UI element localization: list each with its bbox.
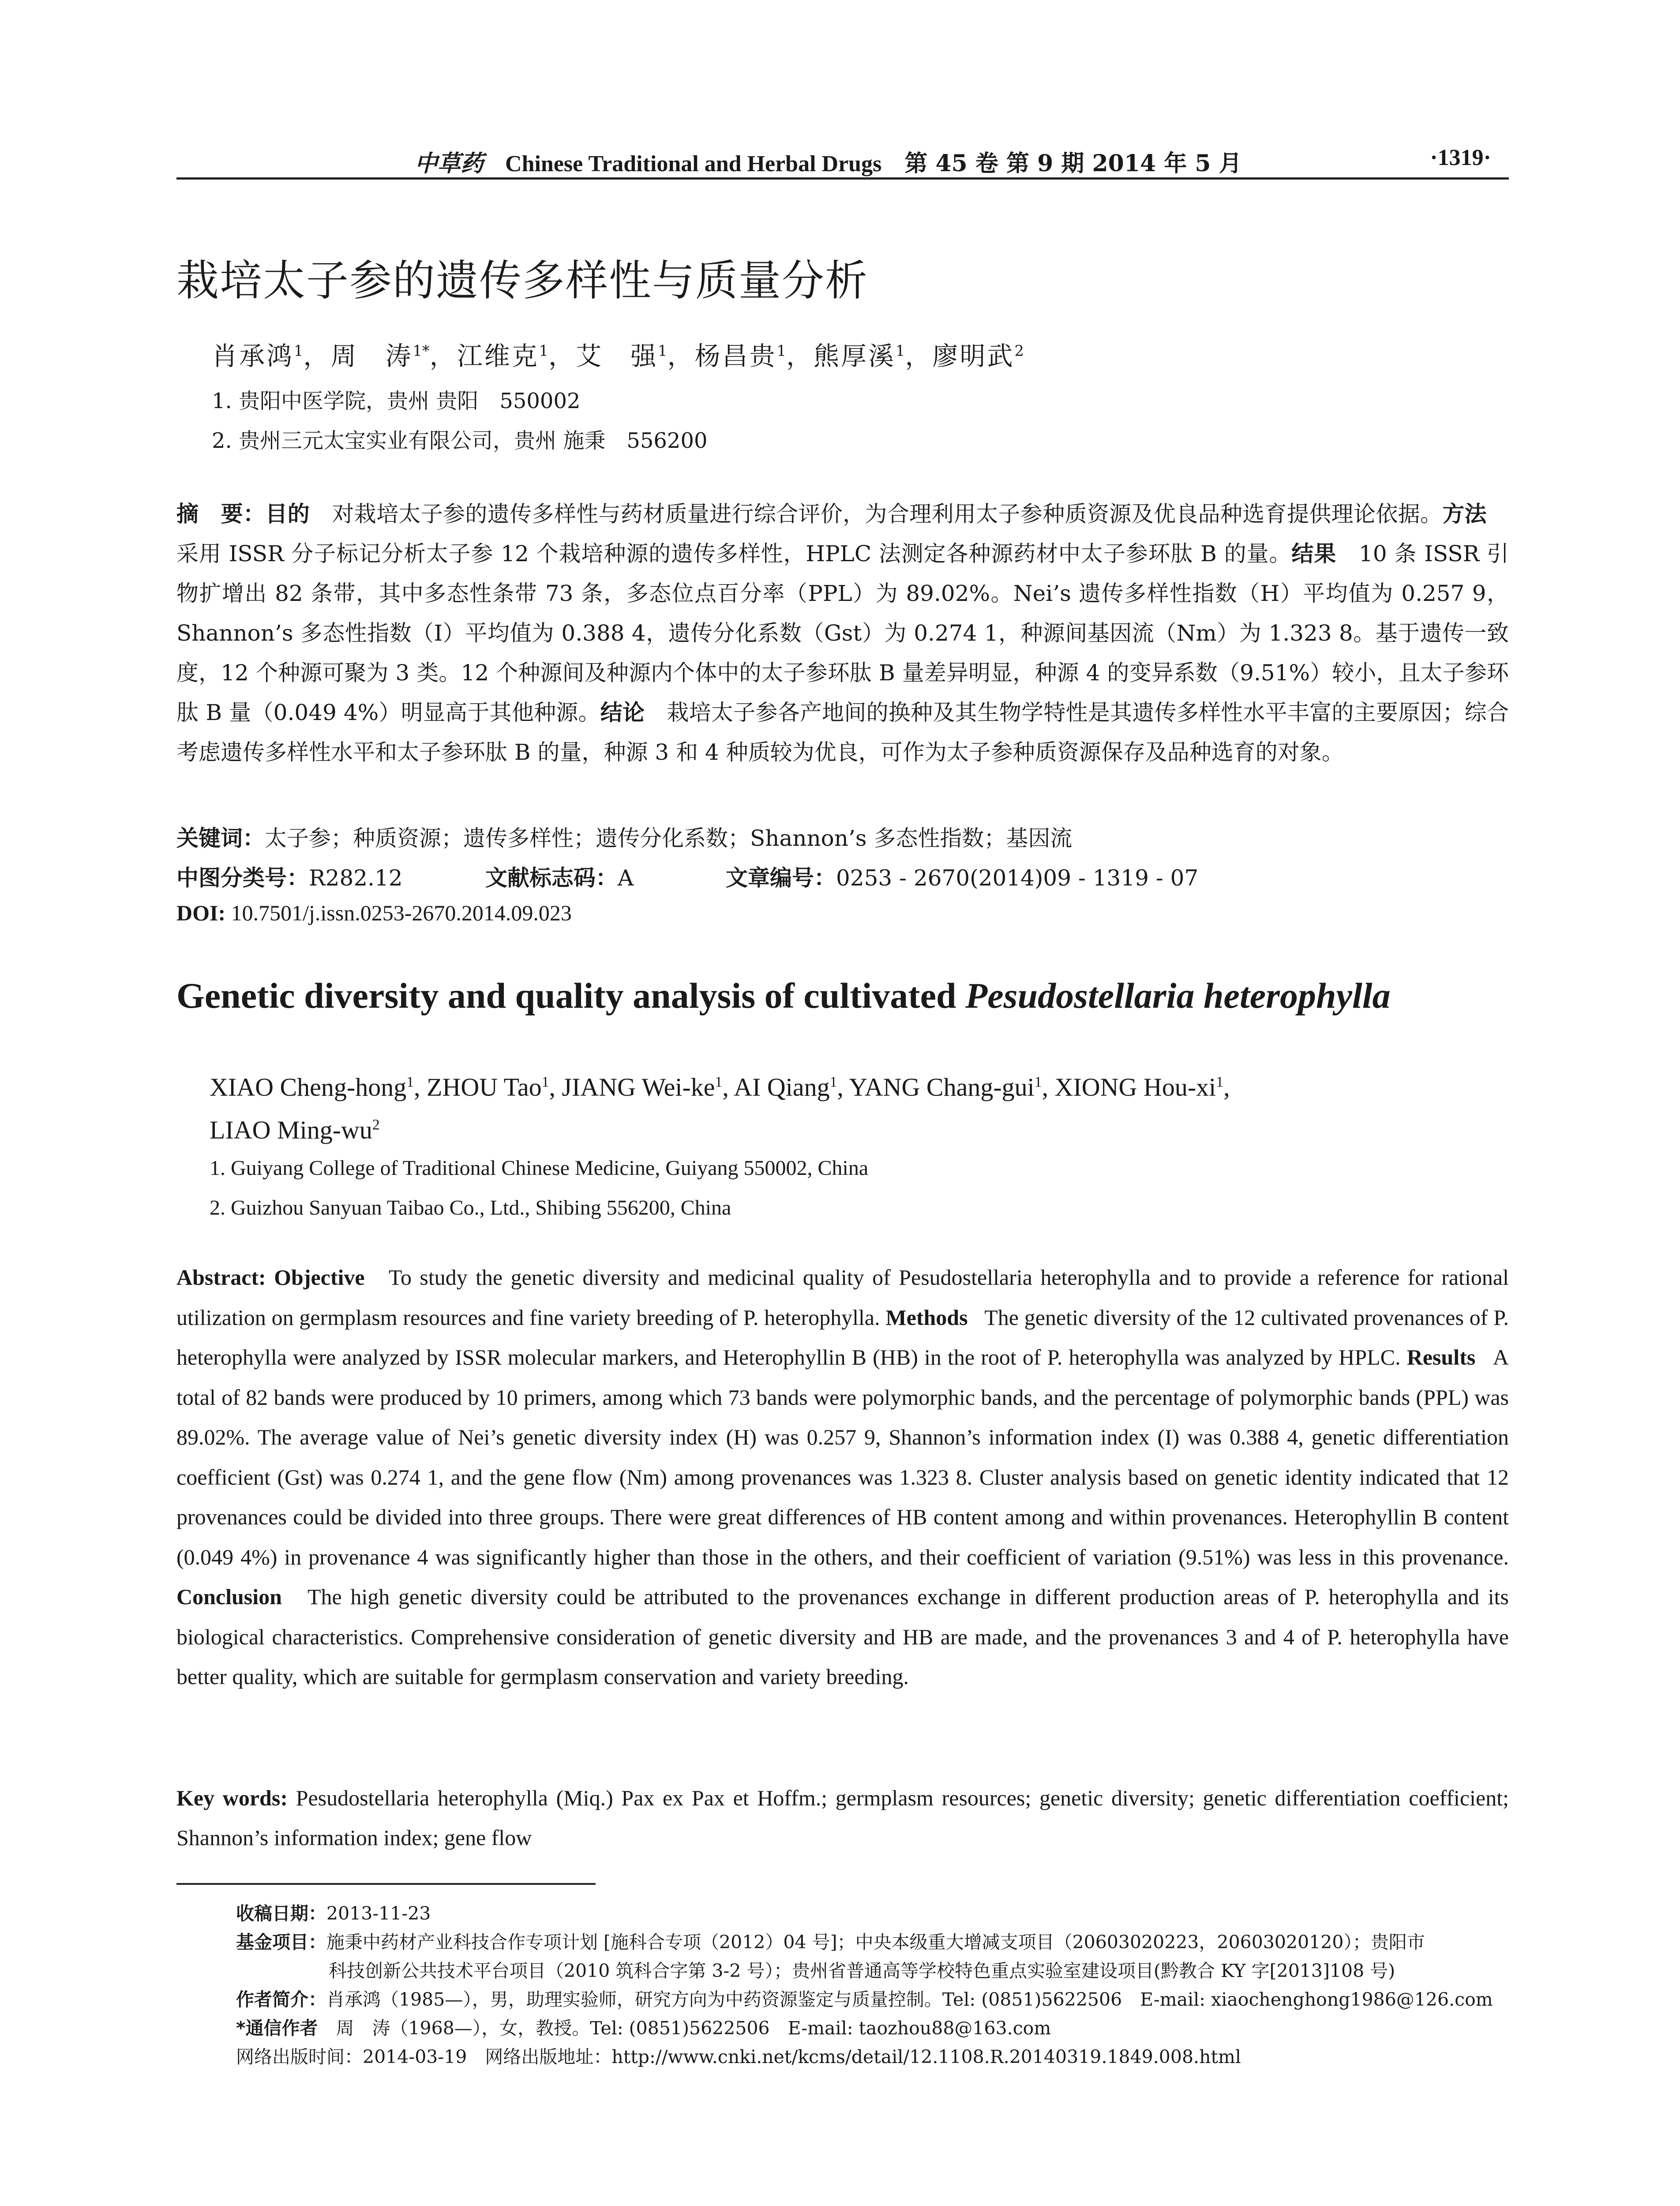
clc-value: R282.12: [309, 865, 403, 891]
affiliation-mark: 1*: [412, 342, 430, 360]
author-bio: [236, 1985, 1507, 2014]
article-no-label: 文章编号：: [726, 865, 836, 891]
en-conclusion-text: The high genetic diversity could be attributed to the provenances exchange in different production areas of P. heterophylla and its biological characteristics. Comprehensive consideration of genetic diversity and HB are made, and the provenances 3 and 4 of P. heterophylla have better quality, which are suitable for germplasm conservation and variety breeding.: [176, 1584, 1509, 1689]
cn-author-list: [212, 335, 1024, 372]
en-results-text: A total of 82 bands were produced by 10 primers, among which 73 bands were polymorphic bands, and the percentage of polymorphic bands (PPL) was 89.02%. The average value of Nei’s genetic diversity index (H) was 0.257 9, Shannon’s information index (I) was 0.388 4, genetic differentiation coefficient (Gst) was 0.274 1, and the gene flow (Nm) among provenances was 1.323 8. Cluster analysis based on genetic identity indicated that 12 provenances could be divided into three groups. There were great differences of HB content among and within provenances. Heterophyllin B content (0.049 4%) in provenance 4 was significantly higher than those in the others, and their coefficient of variation (9.51%) was less in this provenance.: [176, 1345, 1509, 1569]
objective-text: 对栽培太子参的遗传多样性与药材质量进行综合评价，为合理利用太子参种质资源及优良品种选育提供理论依据。: [310, 501, 1443, 527]
en-author: XIAO Cheng-hong: [210, 1073, 407, 1102]
bio-label: 作者简介：: [236, 1989, 326, 2010]
journal-info: [415, 145, 1242, 178]
affiliation-mark: 1: [658, 342, 668, 360]
received-label: 收稿日期：: [236, 1903, 326, 1924]
en-author: JIANG Wei-ke: [562, 1073, 715, 1102]
affiliation-mark: 1: [1034, 1074, 1042, 1090]
en-conclusion-label: Conclusion: [176, 1584, 282, 1609]
cn-author: 杨昌贵: [694, 341, 777, 371]
en-author-list: XIAO Cheng-hong$^1$, ZHOU Tao$^1$, JIANG Wei-$ke^1$, AI Qiang$^1$, YANG Chang-gui$^1$, XIONG Hou-$xi^1$, LIAO Ming-$wu^2$: [210, 1073, 1230, 1144]
conclusion-label: 结论: [600, 700, 645, 725]
en-title-species: Pesudostellaria heterophylla: [965, 975, 1391, 1016]
en-objective-text: To study the genetic diversity and medicinal quality of Pesudostellaria heterophylla and to provide a reference for rational utilization on germplasm resources and fine variety breeding of P. heterophylla.: [176, 1265, 1509, 1330]
fund-info: [236, 1928, 1507, 1985]
fund-text-1: 施秉中药材产业科技合作专项计划 [施科合专项（2012）04 号]；中央本级重大增减支项目（20603020223，20603020120）；贵阳市: [326, 1932, 1425, 1953]
page-number: ·1319·: [1430, 145, 1491, 170]
doc-code-label: 文献标志码：: [485, 865, 618, 891]
abstract-label: 摘 要：: [176, 501, 266, 527]
affiliation-mark: 1: [541, 1074, 549, 1090]
cn-author: 肖承鸿: [212, 341, 294, 371]
en-title-text: Genetic diversity and quality analysis of cultivated: [176, 975, 966, 1016]
cn-keywords: [176, 821, 1509, 852]
cn-author: 周 涛: [330, 341, 413, 371]
affiliation-mark: 1: [539, 342, 549, 360]
corr-text: 周 涛（1968—），女，教授。Tel: (0851)5622506 E-mail: taozhou88@163.com: [318, 2018, 1051, 2039]
cn-title: 栽培太子参的遗传多样性与质量分析: [176, 256, 868, 305]
en-methods-text: The genetic diversity of the 12 cultivated provenances of P. heterophylla were analyzed by ISSR molecular markers, and Heterophyllin B (HB) in the root of P. heterophylla was analyzed by HPLC.: [176, 1305, 1509, 1369]
cn-author: 廖明武: [932, 341, 1015, 371]
affiliation-mark: 1: [294, 342, 304, 360]
corresponding-author: [236, 2014, 1507, 2043]
affiliation-mark: 2: [372, 1117, 380, 1133]
separator: ，: [905, 341, 933, 371]
online-publication: 网络出版时间：2014-03-19 网络出版地址：http://www.cnki.net/kcms/detail/12.1108.R.20140319.1849.008.html: [236, 2046, 1241, 2067]
bio-text: 肖承鸿（1985—），男，助理实验师，研究方向为中药资源鉴定与质量控制。Tel: (0851)5622506 E-mail: xiaochenghong1986@126.com: [326, 1989, 1493, 2010]
affiliation-mark: 1: [896, 342, 905, 360]
cn-affiliation-1: 1. 贵阳中医学院，贵州 贵阳 550002: [212, 389, 581, 413]
en-abstract: [176, 1257, 1509, 1697]
en-keywords: [176, 1778, 1509, 1857]
classification-row: [176, 860, 1509, 891]
footnote-rule: [176, 1883, 596, 1885]
separator: ，: [786, 341, 814, 371]
affiliation-mark: 1: [406, 1074, 414, 1090]
header-rule: [176, 177, 1509, 180]
journal-issue: 第 45 卷 第 9 期 2014 年 5 月: [904, 150, 1242, 177]
doi-value: 10.7501/j.issn.0253-2670.2014.09.023: [225, 900, 572, 925]
methods-text: 采用 ISSR 分子标记分析太子参 12 个栽培种源的遗传多样性，HPLC 法测定各种源药材中太子参环肽 B 的量。: [176, 501, 1509, 567]
affiliation-mark: 2: [1014, 342, 1024, 360]
en-affiliation-1: 1. Guiyang College of Traditional Chinese Medicine, Guiyang 550002, China: [210, 1156, 869, 1180]
clc-label: 中图分类号：: [176, 865, 309, 891]
cn-author: 艾 强: [576, 341, 658, 371]
separator: ，: [303, 341, 331, 371]
en-methods-label: Methods: [885, 1305, 968, 1330]
affiliation-mark: 1: [1216, 1074, 1224, 1090]
results-label: 结果: [1291, 541, 1337, 567]
en-objective-label: Objective: [274, 1265, 365, 1290]
results-text: 10 条 ISSR 引物扩增出 82 条带，其中多态性条带 73 条，多态位点百分率（PPL）为 89.02%。Nei’s 遗传多样性指数（H）平均值为 0.257 9，Shannon’s 多态性指数（I）平均值为 0.388 4，遗传分化系数（Gst）为 0.274 1，种源间基因流（Nm）为 1.323 8。基于遗传一致度，12 个种源可聚为 3 类。12 个种源间及种源内个体中的太子参环肽 B 量差异明显，种源 4 的变异系数（9.51%）较小，且太子参环肽 B 量（0.049 4%）明显高于其他种源。: [176, 541, 1509, 725]
doi-row: [176, 900, 1509, 926]
journal-name-cn: 中草药: [415, 150, 484, 177]
en-keywords-label: Key words:: [176, 1786, 288, 1810]
en-abstract-label: Abstract:: [176, 1265, 266, 1290]
en-keywords-text: Pesudostellaria heterophylla (Miq.) Pax ex Pax et Hoffm.; germplasm resources; genetic diversity; genetic differentiation coefficient; Shannon’s information index; gene flow: [176, 1786, 1509, 1850]
en-author: LIAO Ming-wu: [210, 1115, 372, 1144]
en-results-label: Results: [1406, 1345, 1476, 1369]
en-affiliation-2: 2. Guizhou Sanyuan Taibao Co., Ltd., Shibing 556200, China: [210, 1196, 731, 1219]
en-author: ZHOU Tao: [427, 1073, 542, 1102]
affiliation-mark: 1: [715, 1074, 723, 1090]
cn-affiliation-2: 2. 贵州三元太宝实业有限公司，贵州 施秉 556200: [212, 428, 708, 453]
doc-code-item: [485, 860, 634, 892]
article-no-item: [726, 860, 1198, 892]
running-header: [176, 141, 1509, 176]
doi-label: DOI:: [176, 900, 226, 925]
keywords-text: 太子参；种质资源；遗传多样性；遗传分化系数；Shannon’s 多态性指数；基因流: [265, 825, 1072, 851]
corr-label: *通信作者: [236, 2018, 318, 2039]
en-author: AI Qiang: [734, 1073, 830, 1102]
cn-abstract: [176, 494, 1509, 772]
affiliation-mark: 1: [829, 1074, 837, 1090]
doc-code-value: A: [618, 865, 634, 891]
affiliation-mark: 1: [776, 342, 786, 360]
en-author: XIONG Hou-xi: [1054, 1073, 1216, 1102]
received-date: [236, 1899, 1507, 1928]
en-author: YANG Chang-gui: [849, 1073, 1035, 1102]
methods-label: 方法: [1442, 501, 1487, 527]
received-value: 2013-11-23: [326, 1903, 431, 1924]
journal-name-en: Chinese Traditional and Herbal Drugs: [505, 151, 882, 176]
fund-text-2: 科技创新公共技术平台项目（2010 筑科合字第 3-2 号）；贵州省普通高等学校特色重点实验室建设项目(黔教合 KY 字[2013]108 号): [329, 1960, 1395, 1981]
fund-label: 基金项目：: [236, 1932, 326, 1953]
separator: ，: [667, 341, 695, 371]
conclusion-text: 栽培太子参各产地间的换种及其生物学特性是其遗传多样性水平丰富的主要原因；综合考虑遗传多样性水平和太子参环肽 B 的量，种源 3 和 4 种质较为优良，可作为太子参种质资源保存及品种选育的对象。: [176, 700, 1509, 765]
separator: ，: [548, 341, 576, 371]
article-no-value: 0253 - 2670(2014)09 - 1319 - 07: [836, 865, 1199, 891]
cn-author: 熊厚溪: [814, 341, 896, 371]
cn-author: 江维克: [457, 341, 539, 371]
clc-item: [176, 860, 403, 892]
keywords-label: 关键词：: [176, 825, 265, 851]
objective-label: 目的: [265, 501, 310, 527]
en-title: [176, 975, 1391, 1017]
separator: ，: [429, 341, 457, 371]
